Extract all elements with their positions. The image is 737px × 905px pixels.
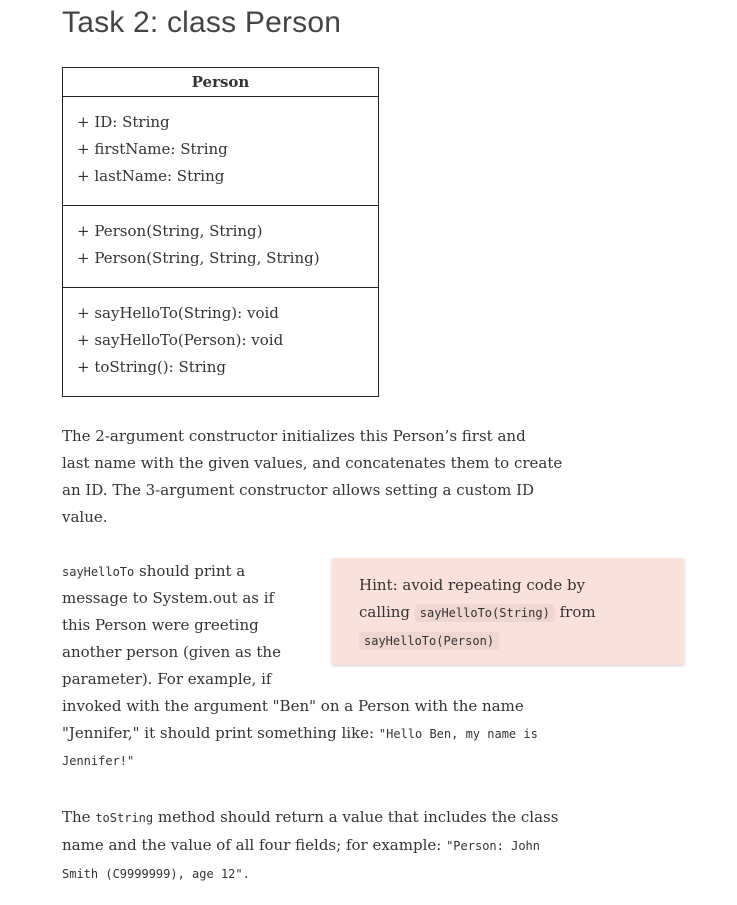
inline-code: "Person: John (446, 839, 540, 853)
text-line: "Jennifer," it should print something like: (62, 724, 375, 742)
uml-constructors-section (63, 206, 378, 288)
uml-method: + sayHelloTo(String): void (77, 304, 279, 322)
text-line: method should return a value that includes the class (157, 808, 559, 826)
uml-field: + firstName: String (77, 140, 228, 158)
text-line: invoked with the argument "Ben" on a Person with the name (62, 697, 524, 715)
inline-code: sayHelloTo(Person) (359, 632, 499, 650)
inline-code: Jennifer!" (62, 754, 135, 768)
inline-code: "Hello Ben, my name is (378, 727, 538, 741)
text-line: message to System.out as if (62, 589, 275, 607)
text-line: The (62, 808, 91, 826)
text-line: last name with the given values, and concatenates them to create (62, 454, 563, 472)
hint-line: Hint: avoid repeating code by (359, 576, 586, 594)
inline-code: sayHelloTo(String) (415, 604, 555, 622)
uml-constructor: + Person(String, String, String) (77, 249, 320, 267)
constructor-description (62, 423, 562, 531)
text-line: value. (62, 508, 108, 526)
text-line: parameter). For example, if (62, 670, 272, 688)
inline-code: Smith (C9999999), age 12". (62, 867, 250, 881)
text-line: this Person were greeting (62, 616, 259, 634)
inline-code: sayHelloTo (62, 565, 135, 579)
uml-method: + toString(): String (77, 358, 226, 376)
text-line: an ID. The 3-argument constructor allows setting a custom ID (62, 481, 535, 499)
text-line: another person (given as the (62, 643, 281, 661)
uml-fields-section (63, 97, 378, 206)
page-title: Task 2: class Person (62, 6, 342, 39)
uml-constructor: + Person(String, String) (77, 222, 263, 240)
inline-code: toString (95, 811, 154, 825)
tostring-description (62, 804, 682, 888)
text-line: should print a (139, 562, 246, 580)
text-line: The 2-argument constructor initializes this Person’s first and (62, 427, 526, 445)
text-line: name and the value of all four fields; for example: (62, 836, 442, 854)
hint-text: calling (359, 603, 410, 621)
uml-methods-section (63, 288, 378, 396)
uml-class-diagram (62, 67, 379, 397)
uml-method: + sayHelloTo(Person): void (77, 331, 284, 349)
hint-box (332, 558, 684, 665)
uml-class-name: Person (63, 68, 378, 97)
uml-field: + ID: String (77, 113, 170, 131)
hint-text: from (559, 603, 596, 621)
uml-field: + lastName: String (77, 167, 225, 185)
